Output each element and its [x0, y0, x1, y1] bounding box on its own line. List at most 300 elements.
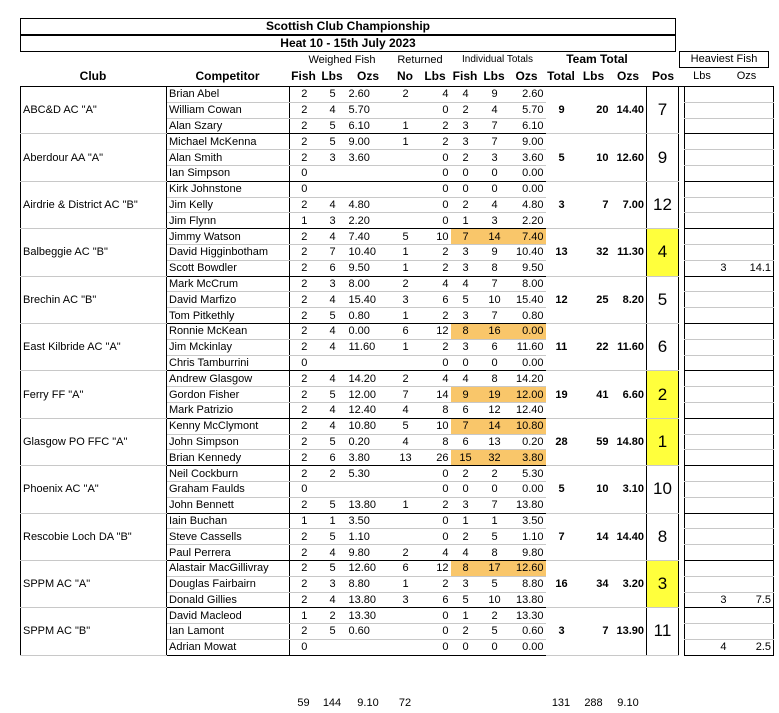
heaviest-fish-lbs — [685, 402, 729, 418]
returned-lbs: 0 — [421, 355, 451, 371]
heaviest-fish-lbs — [685, 339, 729, 355]
heaviest-fish-lbs — [685, 276, 729, 292]
team-total-ozs: 12.60 — [611, 134, 647, 181]
weighed-fish-count: 2 — [290, 339, 319, 355]
returned-lbs: 2 — [421, 244, 451, 260]
individual-lbs: 14 — [481, 229, 509, 245]
individual-ozs: 15.40 — [509, 292, 546, 308]
individual-lbs: 9 — [481, 244, 509, 260]
individual-lbs: 32 — [481, 450, 509, 466]
weighed-ozs: 15.40 — [347, 292, 391, 308]
weighed-fish-count: 2 — [290, 102, 319, 118]
weighed-ozs — [347, 165, 391, 181]
individual-fish: 3 — [451, 576, 481, 592]
individual-ozs: 0.80 — [509, 308, 546, 324]
individual-fish: 5 — [451, 592, 481, 608]
returned-no — [391, 197, 421, 213]
heaviest-fish-ozs — [729, 434, 774, 450]
individual-fish: 2 — [451, 197, 481, 213]
weighed-lbs: 5 — [319, 529, 347, 545]
table-row — [21, 181, 774, 197]
weighed-lbs — [319, 639, 347, 655]
individual-lbs: 6 — [481, 339, 509, 355]
individual-fish: 3 — [451, 244, 481, 260]
weighed-ozs: 5.70 — [347, 102, 391, 118]
competitor-name: Scott Bowdler — [167, 260, 290, 276]
weighed-ozs: 5.30 — [347, 466, 391, 482]
individual-lbs: 0 — [481, 165, 509, 181]
individual-fish: 6 — [451, 434, 481, 450]
weighed-fish-count: 2 — [290, 529, 319, 545]
heaviest-fish-lbs — [685, 181, 729, 197]
returned-no: 2 — [391, 87, 421, 103]
team-total-ozs: 11.60 — [611, 323, 647, 370]
individual-ozs: 13.80 — [509, 592, 546, 608]
competitor-name: Graham Faulds — [167, 481, 290, 497]
returned-no: 1 — [391, 244, 421, 260]
individual-ozs: 10.40 — [509, 244, 546, 260]
team-position: 10 — [647, 466, 679, 513]
weighed-lbs: 5 — [319, 624, 347, 640]
returned-no — [391, 513, 421, 529]
team-total-count: 13 — [546, 229, 578, 276]
club-name: Aberdour AA "A" — [21, 134, 167, 181]
heaviest-fish-ozs: 2.5 — [729, 639, 774, 655]
footer-returned-total: 72 — [398, 697, 412, 709]
returned-lbs: 0 — [421, 466, 451, 482]
individual-ozs: 14.20 — [509, 371, 546, 387]
heaviest-fish-ozs — [729, 165, 774, 181]
weighed-ozs: 10.40 — [347, 244, 391, 260]
team-ozs-header: Ozs — [616, 69, 639, 83]
weighed-lbs: 5 — [319, 497, 347, 513]
team-total-lbs: 7 — [578, 608, 611, 655]
heaviest-fish-lbs — [685, 387, 729, 403]
individual-ozs: 9.00 — [509, 134, 546, 150]
weighed-fish-count: 2 — [290, 276, 319, 292]
individual-fish: 0 — [451, 181, 481, 197]
individual-ozs: 0.00 — [509, 639, 546, 655]
heaviest-fish-ozs — [729, 402, 774, 418]
individual-ozs: 0.00 — [509, 481, 546, 497]
team-total-lbs: 14 — [578, 513, 611, 560]
individual-fish: 9 — [451, 387, 481, 403]
weighed-fish-count: 2 — [290, 229, 319, 245]
table-row — [21, 560, 774, 576]
competitor-name: Mark Patrizio — [167, 402, 290, 418]
individual-lbs: 0 — [481, 481, 509, 497]
returned-lbs: 12 — [421, 323, 451, 339]
team-position: 12 — [647, 181, 679, 228]
returned-no: 5 — [391, 418, 421, 434]
table-row — [21, 323, 774, 339]
heaviest-fish-lbs — [685, 576, 729, 592]
individual-fish: 2 — [451, 102, 481, 118]
weighed-lbs — [319, 481, 347, 497]
team-total-lbs: 10 — [578, 134, 611, 181]
footer-fish-total: 59 — [297, 697, 310, 709]
returned-lbs: 6 — [421, 292, 451, 308]
weighed-lbs: 5 — [319, 87, 347, 103]
competitor-name: Jimmy Watson — [167, 229, 290, 245]
heaviest-fish-lbs — [685, 102, 729, 118]
table-row — [21, 134, 774, 150]
individual-ozs: 0.00 — [509, 165, 546, 181]
competitor-name: Jim Kelly — [167, 197, 290, 213]
returned-lbs: 4 — [421, 371, 451, 387]
weighed-lbs: 4 — [319, 545, 347, 561]
individual-fish: 8 — [451, 323, 481, 339]
returned-no: 1 — [391, 260, 421, 276]
returned-no: 2 — [391, 371, 421, 387]
weighed-fish-count: 2 — [290, 497, 319, 513]
club-name: ABC&D AC "A" — [21, 87, 167, 134]
heaviest-fish-ozs — [729, 181, 774, 197]
individual-fish: 1 — [451, 513, 481, 529]
heaviest-fish-lbs — [685, 450, 729, 466]
heaviest-fish-lbs — [685, 481, 729, 497]
heaviest-fish-lbs — [685, 560, 729, 576]
competitor-name: Brian Abel — [167, 87, 290, 103]
heaviest-fish-ozs — [729, 292, 774, 308]
heaviest-fish-lbs — [685, 134, 729, 150]
individual-fish: 0 — [451, 165, 481, 181]
team-total-count: 9 — [546, 87, 578, 134]
heaviest-fish-lbs — [685, 229, 729, 245]
weighed-fish-count: 2 — [290, 150, 319, 166]
heaviest-fish-ozs — [729, 624, 774, 640]
lbs-header: Lbs — [321, 69, 343, 83]
heaviest-fish-ozs — [729, 213, 774, 229]
ozs-header: Ozs — [356, 69, 379, 83]
returned-lbs: 2 — [421, 118, 451, 134]
individual-ozs: 5.30 — [509, 466, 546, 482]
team-lbs-header: Lbs — [582, 69, 605, 83]
weighed-fish-header: Weighed Fish — [308, 54, 376, 66]
returned-lbs: 14 — [421, 387, 451, 403]
individual-lbs: 7 — [481, 276, 509, 292]
individual-fish: 4 — [451, 87, 481, 103]
returned-lbs: 0 — [421, 513, 451, 529]
heaviest-fish-lbs — [685, 87, 729, 103]
weighed-fish-count: 2 — [290, 197, 319, 213]
hf-lbs-header: Lbs — [693, 70, 711, 82]
team-total-ozs: 14.80 — [611, 418, 647, 465]
heaviest-fish-ozs — [729, 481, 774, 497]
weighed-ozs: 12.60 — [347, 560, 391, 576]
individual-lbs: 7 — [481, 134, 509, 150]
individual-fish: 0 — [451, 639, 481, 655]
competitor-name: Neil Cockburn — [167, 466, 290, 482]
weighed-lbs: 4 — [319, 371, 347, 387]
individual-fish: 3 — [451, 118, 481, 134]
weighed-ozs: 0.20 — [347, 434, 391, 450]
heaviest-fish-ozs — [729, 134, 774, 150]
table-row — [21, 229, 774, 245]
weighed-ozs: 8.80 — [347, 576, 391, 592]
team-position: 11 — [647, 608, 679, 655]
individual-lbs: 8 — [481, 545, 509, 561]
returned-no: 1 — [391, 118, 421, 134]
heaviest-fish-ozs — [729, 545, 774, 561]
weighed-fish-count: 2 — [290, 292, 319, 308]
returned-lbs: 2 — [421, 339, 451, 355]
club-name: Brechin AC "B" — [21, 276, 167, 323]
team-total-ozs: 14.40 — [611, 87, 647, 134]
heaviest-fish-ozs — [729, 560, 774, 576]
individual-fish: 4 — [451, 371, 481, 387]
weighed-lbs: 6 — [319, 450, 347, 466]
individual-fish: 5 — [451, 292, 481, 308]
weighed-ozs: 13.80 — [347, 592, 391, 608]
returned-lbs: 12 — [421, 560, 451, 576]
individual-fish: 3 — [451, 260, 481, 276]
individual-lbs: 5 — [481, 624, 509, 640]
individual-lbs: 3 — [481, 213, 509, 229]
table-row — [21, 466, 774, 482]
competitor-name: Douglas Fairbairn — [167, 576, 290, 592]
returned-no — [391, 150, 421, 166]
weighed-fish-count: 0 — [290, 639, 319, 655]
heaviest-fish-ozs — [729, 323, 774, 339]
weighed-fish-count: 2 — [290, 434, 319, 450]
competitor-header: Competitor — [195, 69, 260, 83]
individual-ozs: 0.60 — [509, 624, 546, 640]
weighed-lbs: 2 — [319, 466, 347, 482]
competitor-name: Gordon Fisher — [167, 387, 290, 403]
team-total-header: Team Total — [566, 52, 628, 66]
weighed-lbs: 4 — [319, 402, 347, 418]
weighed-fish-count: 2 — [290, 418, 319, 434]
returned-lbs: 2 — [421, 134, 451, 150]
team-total-lbs: 25 — [578, 276, 611, 323]
returned-lbs: 0 — [421, 624, 451, 640]
team-total-count: 5 — [546, 466, 578, 513]
heaviest-fish-lbs — [685, 371, 729, 387]
returned-lbs: 0 — [421, 197, 451, 213]
heaviest-fish-ozs: 14.1 — [729, 260, 774, 276]
heaviest-fish-lbs — [685, 150, 729, 166]
ind-fish-header: Fish — [452, 69, 478, 83]
heaviest-fish-ozs: 7.5 — [729, 592, 774, 608]
returned-no — [391, 102, 421, 118]
team-total-count: 3 — [546, 608, 578, 655]
returned-lbs: 4 — [421, 276, 451, 292]
weighed-ozs: 13.30 — [347, 608, 391, 624]
team-position: 2 — [647, 371, 679, 418]
table-row — [21, 418, 774, 434]
individual-fish: 7 — [451, 229, 481, 245]
individual-ozs: 10.80 — [509, 418, 546, 434]
returned-lbs: 2 — [421, 576, 451, 592]
heaviest-fish-lbs — [685, 418, 729, 434]
returned-lbs: 4 — [421, 545, 451, 561]
individual-lbs: 3 — [481, 150, 509, 166]
weighed-fish-count: 1 — [290, 213, 319, 229]
weighed-ozs — [347, 639, 391, 655]
team-position: 1 — [647, 418, 679, 465]
returned-no — [391, 624, 421, 640]
competitor-name: John Simpson — [167, 434, 290, 450]
competitor-name: Alan Smith — [167, 150, 290, 166]
individual-ozs: 0.20 — [509, 434, 546, 450]
returned-lbs: 0 — [421, 150, 451, 166]
team-position: 7 — [647, 87, 679, 134]
individual-fish: 3 — [451, 308, 481, 324]
page-subtitle: Heat 10 - 15th July 2023 — [20, 35, 676, 52]
heaviest-fish-lbs — [685, 118, 729, 134]
individual-lbs: 0 — [481, 639, 509, 655]
returned-lbs: 0 — [421, 529, 451, 545]
team-total-lbs: 32 — [578, 229, 611, 276]
individual-fish: 2 — [451, 466, 481, 482]
individual-fish: 15 — [451, 450, 481, 466]
team-total-count: 7 — [546, 513, 578, 560]
ind-ozs-header: Ozs — [515, 69, 538, 83]
individual-ozs: 8.00 — [509, 276, 546, 292]
heaviest-fish-lbs: 3 — [685, 592, 729, 608]
competitor-name: Adrian Mowat — [167, 639, 290, 655]
weighed-fish-count: 2 — [290, 308, 319, 324]
competitor-name: Alastair MacGillivray — [167, 560, 290, 576]
heaviest-fish-ozs — [729, 466, 774, 482]
returned-lbs: 0 — [421, 213, 451, 229]
weighed-fish-count: 0 — [290, 355, 319, 371]
returned-no: 6 — [391, 323, 421, 339]
footer-team-total: 131 — [551, 697, 571, 709]
individual-lbs: 14 — [481, 418, 509, 434]
team-total-ozs: 8.20 — [611, 276, 647, 323]
heaviest-fish-ozs — [729, 529, 774, 545]
competitor-name: Jim Mckinlay — [167, 339, 290, 355]
club-name: Balbeggie AC "B" — [21, 229, 167, 276]
returned-no: 2 — [391, 276, 421, 292]
weighed-ozs: 3.80 — [347, 450, 391, 466]
individual-ozs: 3.50 — [509, 513, 546, 529]
heaviest-fish-ozs — [729, 102, 774, 118]
team-total-lbs: 41 — [578, 371, 611, 418]
individual-lbs: 5 — [481, 576, 509, 592]
team-position: 8 — [647, 513, 679, 560]
team-total-lbs: 7 — [578, 181, 611, 228]
competitor-name: Tom Pitkethly — [167, 308, 290, 324]
table-row — [21, 371, 774, 387]
weighed-ozs: 12.00 — [347, 387, 391, 403]
competitor-name: Kirk Johnstone — [167, 181, 290, 197]
heaviest-fish-ozs — [729, 276, 774, 292]
weighed-fish-count: 1 — [290, 608, 319, 624]
individual-lbs: 0 — [481, 355, 509, 371]
weighed-ozs: 0.60 — [347, 624, 391, 640]
returned-header: Returned — [397, 54, 443, 66]
individual-ozs: 0.00 — [509, 323, 546, 339]
returned-no — [391, 165, 421, 181]
heaviest-fish-ozs — [729, 150, 774, 166]
returned-no: 1 — [391, 308, 421, 324]
individual-fish: 1 — [451, 608, 481, 624]
individual-ozs: 8.80 — [509, 576, 546, 592]
heaviest-fish-lbs — [685, 165, 729, 181]
individual-ozs: 4.80 — [509, 197, 546, 213]
heaviest-fish-lbs — [685, 244, 729, 260]
club-name: Ferry FF "A" — [21, 371, 167, 418]
team-total-ozs: 3.10 — [611, 466, 647, 513]
footer-team-lbs: 288 — [584, 697, 603, 709]
competitor-name: Iain Buchan — [167, 513, 290, 529]
competitor-name: Ian Simpson — [167, 165, 290, 181]
returned-lbs: 0 — [421, 608, 451, 624]
weighed-ozs: 4.80 — [347, 197, 391, 213]
individual-ozs: 3.80 — [509, 450, 546, 466]
hf-ozs-header: Ozs — [736, 70, 757, 82]
pos-header: Pos — [651, 69, 674, 83]
heaviest-fish-lbs — [685, 434, 729, 450]
team-total-ozs: 13.90 — [611, 608, 647, 655]
returned-no — [391, 481, 421, 497]
club-name: East Kilbride AC "A" — [21, 323, 167, 370]
team-position: 5 — [647, 276, 679, 323]
individual-fish: 1 — [451, 213, 481, 229]
weighed-fish-count: 2 — [290, 545, 319, 561]
individual-ozs: 0.00 — [509, 181, 546, 197]
individual-ozs: 0.00 — [509, 355, 546, 371]
team-position: 3 — [647, 560, 679, 607]
returned-lbs: 26 — [421, 450, 451, 466]
team-total-count: 28 — [546, 418, 578, 465]
team-total-ozs: 7.00 — [611, 181, 647, 228]
heaviest-fish-lbs — [685, 513, 729, 529]
returned-no: 3 — [391, 292, 421, 308]
individual-lbs: 10 — [481, 592, 509, 608]
heaviest-fish-header: Heaviest Fish — [679, 51, 769, 68]
individual-lbs: 8 — [481, 260, 509, 276]
club-name: SPPM AC "A" — [21, 560, 167, 607]
individual-totals-header: Individual Totals — [462, 54, 533, 65]
individual-fish: 3 — [451, 134, 481, 150]
weighed-ozs: 12.40 — [347, 402, 391, 418]
weighed-fish-count: 2 — [290, 134, 319, 150]
heaviest-fish-ozs — [729, 371, 774, 387]
weighed-ozs: 9.00 — [347, 134, 391, 150]
individual-ozs: 12.40 — [509, 402, 546, 418]
returned-no — [391, 355, 421, 371]
team-position: 6 — [647, 323, 679, 370]
team-total-lbs: 10 — [578, 466, 611, 513]
weighed-lbs — [319, 165, 347, 181]
individual-ozs: 13.30 — [509, 608, 546, 624]
heaviest-fish-ozs — [729, 576, 774, 592]
individual-ozs: 12.60 — [509, 560, 546, 576]
table-row — [21, 513, 774, 529]
individual-fish: 0 — [451, 355, 481, 371]
fish-header: Fish — [291, 69, 316, 83]
individual-lbs: 10 — [481, 292, 509, 308]
individual-ozs: 2.60 — [509, 87, 546, 103]
competitor-name: David Macleod — [167, 608, 290, 624]
returned-lbs: 0 — [421, 181, 451, 197]
weighed-ozs: 2.60 — [347, 87, 391, 103]
heaviest-fish-ozs — [729, 229, 774, 245]
returned-lbs: 10 — [421, 418, 451, 434]
weighed-ozs: 14.20 — [347, 371, 391, 387]
team-total-ozs: 11.30 — [611, 229, 647, 276]
heaviest-fish-lbs: 4 — [685, 639, 729, 655]
heaviest-fish-ozs — [729, 608, 774, 624]
weighed-ozs — [347, 181, 391, 197]
weighed-ozs — [347, 355, 391, 371]
team-total-lbs: 22 — [578, 323, 611, 370]
weighed-fish-count: 2 — [290, 323, 319, 339]
